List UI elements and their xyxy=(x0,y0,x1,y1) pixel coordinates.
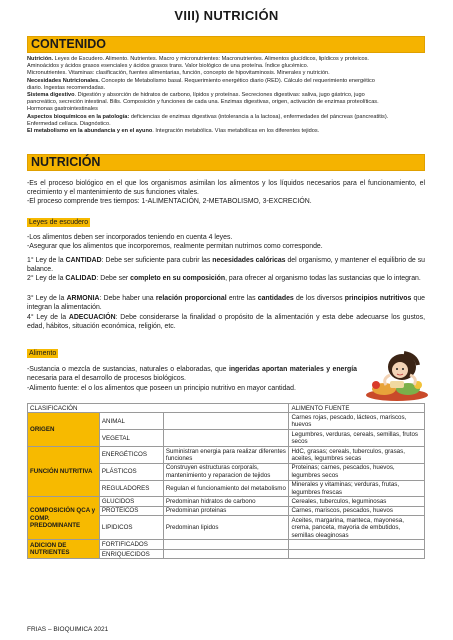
table-cell: REGULADORES xyxy=(99,480,163,497)
table-cell xyxy=(163,549,289,558)
table-cell: Carnes rojas, pescado, lácteos, mariscos, huevos xyxy=(289,413,425,430)
table-cell xyxy=(163,413,289,430)
table-cell: PROTEICOS xyxy=(99,506,163,515)
table-row xyxy=(28,447,425,464)
table-row xyxy=(28,404,425,413)
contents-line: Hormonas gastrointestinales xyxy=(27,106,98,113)
table-cell: LIPIDICOS xyxy=(99,516,163,540)
leyes-label: Leyes de escudero xyxy=(29,219,89,226)
table-cell xyxy=(163,540,289,549)
table-cell xyxy=(289,540,425,549)
alimento-fuente: -Alimento fuente: el o los alimentos que poseen un principio nutritivo en mayor cantidad. xyxy=(27,385,296,392)
leyes-line-1: -Los alimentos deben ser incorporados teniendo en cuenta 4 leyes. xyxy=(27,234,233,241)
category-cell: ORIGEN xyxy=(28,413,100,447)
table-cell: Aceites, margarina, manteca, mayonesa, crema, panceta, mayoria de embutidos, semillas oleaginosas xyxy=(289,516,425,540)
table-cell: Regulan el funcionamiento del metabolismo xyxy=(163,480,289,497)
classification-table xyxy=(27,403,425,559)
table-cell: FORTIFICADOS xyxy=(99,540,163,549)
table-cell: Proteinas; carnes, pescados, huevos, legumbres secos xyxy=(289,463,425,480)
contents-line: Micronutrientes. Vitaminas: clasificación, fuentes alimentarias, función, concepto de hipovitaminosis. Minerales y nutrición. xyxy=(27,70,330,77)
table-cell: Construyen estructuras corporals, mantenimiento y reparacion de tejidos xyxy=(163,463,289,480)
category-cell: COMPOSICIÓN QCA y COMP. PREDOMINANTE xyxy=(28,497,100,540)
nutricion-definition: -Es el proceso biológico en el que los organismos asimilan los alimentos y los líquidos necesarios para el funcionamiento, el crecimiento y el mantenimiento de sus funciones vitales. xyxy=(27,180,425,196)
leyes-line-2: -Asegurar que los alimentos que incorporemos, realmente permitan nutrirnos como corresponde. xyxy=(27,243,323,250)
contents-line: Aminoácidos y ácidos grasos esenciales y ácidos grasos trans. Valor biológico de una proteína. Índice glucémico. xyxy=(27,63,309,70)
contents-line: Necesidades Nutricionales. Concepto de Metabolismo basal. Requerimiento energético diario (RED). Cálculo del requerimiento energético xyxy=(27,77,375,84)
law-4: 4° Ley de la ADECUACIÓN: Debe considerarse la finalidad o propósito de la alimentación y esta debe adecuarse los gustos, edad, hábitos, situación económica, religión, etc. xyxy=(27,314,425,330)
nutricion-stages: -El proceso comprende tres tiempos: 1-ALIMENTACIÓN, 2-METABOLISMO, 3-EXCRECIÓN. xyxy=(27,198,312,205)
table-cell xyxy=(289,549,425,558)
page-title: VIII) NUTRICIÓN xyxy=(174,8,279,23)
contents-line: El metabolismo en la abundancia y en el ayuno. Integración metabólica. Vías metabólicas en los diferentes tejidos. xyxy=(27,128,320,135)
contents-line: diario. Ingestas recomendadas. xyxy=(27,84,106,91)
category-cell: ADICION DE NUTRIENTES xyxy=(28,540,100,559)
table-header: CLASIFICACIÓN xyxy=(28,404,289,413)
contents-line: pancreático, secreción intestinal. Bilis. Composición y funciones de cada una. Enzimas digestivas, origen, activación de enzimas proteolíticas. xyxy=(27,99,379,106)
table-cell: Predominan lipidos xyxy=(163,516,289,540)
table-cell: Carnes, mariscos, pescados, huevos xyxy=(289,506,425,515)
contents-line: Sistema digestivo. Digestión y absorción de hidratos de carbono, lípidos y proteínas. Secreciones digestivas: saliva, jugo gástrico, jugo xyxy=(27,92,365,99)
table-cell: Minerales y vitaminas; verduras, frutas, legumbres frescas xyxy=(289,480,425,497)
table-row xyxy=(28,540,425,549)
table-cell: ENERGÉTICOS xyxy=(99,447,163,464)
contents-line: Aspectos bioquímicos en la patología: deficiencias de enzimas digestivas (intolerancia a la lactosa), enfermedades del páncreas (pancreatitis). xyxy=(27,113,389,120)
contents-line: Enfermedad celíaca. Diagnóstico. xyxy=(27,120,111,127)
table-cell: Predominan proteinas xyxy=(163,506,289,515)
table-cell: ANIMAL xyxy=(99,413,163,430)
table-header: ALIMENTO FUENTE xyxy=(289,404,425,413)
table-cell: Suministran energia para realizar diferentes funciones xyxy=(163,447,289,464)
page-footer: FRIAS – BIOQUIMICA 2021 xyxy=(27,626,109,633)
table-row xyxy=(28,497,425,506)
table-cell: ENRIQUECIDOS xyxy=(99,549,163,558)
law-2: 2° Ley de la CALIDAD: Debe ser completo en su composición, para ofrecer al organismo todas las sustancias que lo integran. xyxy=(27,275,421,282)
contents-line: Nutrición. Leyes de Escudero. Alimento. Nutrientes. Macro y micronutrientes: Macronutrientes. Alimentos glucídicos, lipídicos y proteicos. xyxy=(27,56,369,62)
law-1: 1° Ley de la CANTIDAD: Debe ser suficiente para cubrir las necesidades calóricas del organismo, y mantener el equilibrio de su balance. xyxy=(27,257,425,273)
table-cell: PLÁSTICOS xyxy=(99,463,163,480)
alimento-label: Alimento xyxy=(29,350,57,357)
table-cell: HdC, grasas; cereals, tuberculos, grasas, aceites, legumbres secas xyxy=(289,447,425,464)
nutricion-banner: NUTRICIÓN xyxy=(27,154,425,171)
table-cell: VEGETAL xyxy=(99,430,163,447)
food-illustration xyxy=(364,345,430,401)
table-cell: GLUCIDOS xyxy=(99,497,163,506)
table-row xyxy=(28,413,425,430)
table-cell xyxy=(163,430,289,447)
contents-banner: CONTENIDO xyxy=(27,36,425,53)
table-cell: Cereales, tuberculos, leguminosas xyxy=(289,497,425,506)
table-cell: Predominan hidratos de carbono xyxy=(163,497,289,506)
law-3: 3° Ley de la ARMONIA: Debe haber una relación proporcional entre las cantidades de los diversos principios nutritivos que integran la alimentación. xyxy=(27,295,425,311)
contents-list xyxy=(27,56,425,135)
alimento-definition: -Sustancia o mezcla de sustancias, naturales o elaboradas, que ingeridas aportan materiales y energía necesaria para el desarrollo de procesos biológicos. xyxy=(27,366,358,382)
category-cell: FUNCIÓN NUTRITIVA xyxy=(28,447,100,497)
table-cell: Legumbres, verduras, cereals, semillas, frutos secos xyxy=(289,430,425,447)
